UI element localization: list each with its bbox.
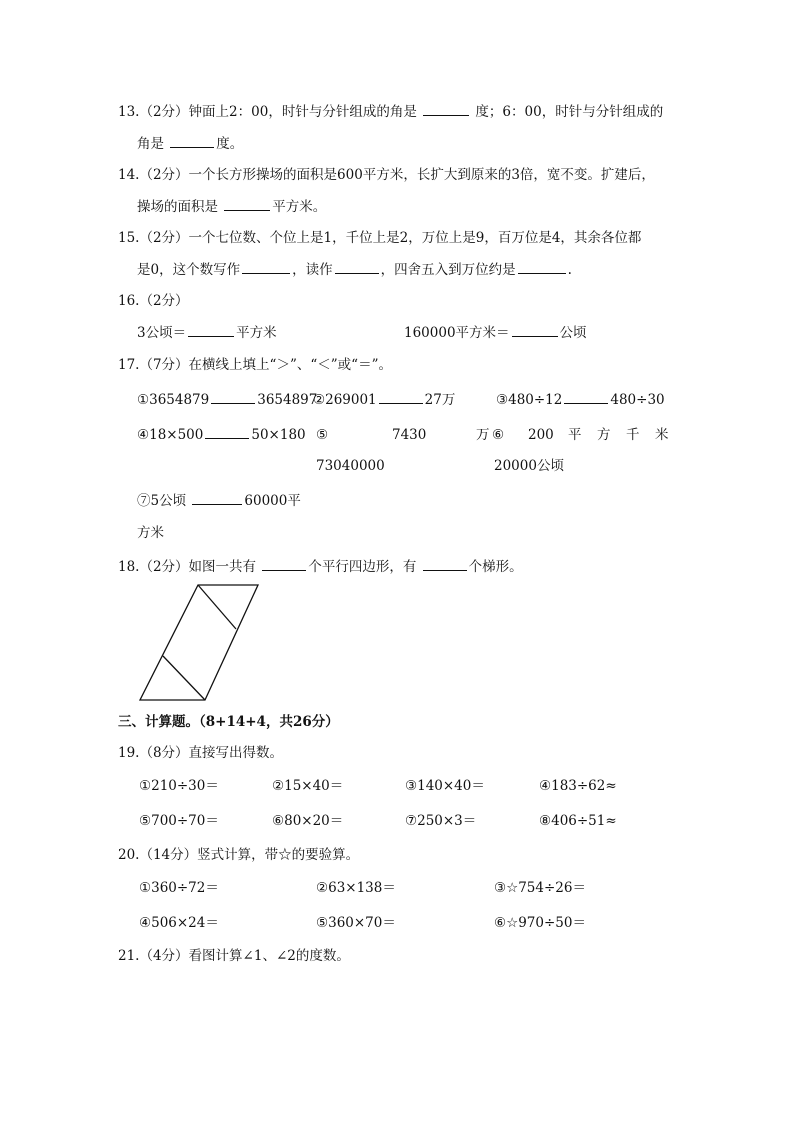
q17-item-7	[137, 492, 301, 510]
q13-blank-1[interactable]	[423, 103, 469, 116]
q17-item-5-marker: ⑤	[316, 427, 329, 443]
q15-text-c: ，读作	[292, 262, 333, 278]
q17-item-4	[137, 426, 306, 444]
q18-blank-2[interactable]	[423, 558, 467, 571]
q13-line2	[137, 135, 243, 153]
q17-item-7-left: ⑦5公顷	[137, 493, 187, 509]
q17-item-1-left: ①3654879	[137, 392, 210, 408]
q20-item: ⑤360×70＝	[316, 915, 396, 931]
q17-item-3-left: ③480÷12	[496, 392, 563, 408]
q14-text-a: 14.（2分）一个长方形操场的面积是600平方米，长扩大到原来的3倍，宽不变。扩建后，	[118, 167, 655, 183]
q20-item: ⑥☆970÷50＝	[494, 915, 586, 931]
q16-text-d: 公顷	[559, 325, 587, 341]
q19-item: ⑥80×20＝	[272, 813, 344, 829]
q14-text-b: 操场的面积是	[137, 199, 218, 215]
q13-text-d: 度。	[216, 136, 244, 152]
q17-item-6-unit-3: 千	[626, 427, 640, 443]
parallelogram-outline	[140, 585, 258, 700]
q17-item-2-left: ②269001	[313, 392, 377, 408]
q16-head: 16.（2分）	[118, 293, 189, 309]
q17-blank-7[interactable]	[192, 492, 242, 505]
q17-item-6-unit-1: 平	[568, 427, 582, 443]
q15-line1	[118, 229, 641, 247]
q17-item-3-right: 480÷30	[610, 392, 665, 408]
q17-item-1	[137, 391, 317, 409]
q13-line1	[118, 103, 663, 121]
q17-head: 17.（7分）在横线上填上“＞”、“＜”或“＝”。	[118, 357, 392, 373]
q18-line	[118, 558, 523, 576]
upper-diagonal-segment	[198, 585, 236, 629]
q14-text-c: 平方米。	[272, 199, 327, 215]
q19-item: ②15×40＝	[272, 778, 344, 794]
q17-item-2	[313, 391, 455, 409]
q17-item-6-left: 200	[528, 427, 554, 443]
q15-text-d: ，四舍五入到万位约是	[380, 262, 516, 278]
q17-blank-2[interactable]	[379, 391, 423, 404]
q17-item-4-left: ④18×500	[137, 427, 204, 443]
q19-item: ⑤700÷70＝	[139, 813, 219, 829]
q16-text-a: 3公顷＝	[137, 325, 187, 341]
q16-text-c: 160000平方米＝	[404, 325, 510, 341]
q20-item: ③☆754÷26＝	[494, 880, 586, 896]
q17-item-5-unit: 万	[476, 427, 490, 443]
q14-blank[interactable]	[224, 198, 270, 211]
q20-head: 20.（14分）竖式计算，带☆的要验算。	[118, 847, 360, 863]
q17-item-6-marker: ⑥	[492, 427, 505, 443]
q17-item-1-right: 3654897	[257, 392, 318, 408]
q15-text-b: 是0，这个数写作	[137, 262, 241, 278]
q19-item: ①210÷30＝	[139, 778, 219, 794]
q17-item-2-right: 27万	[424, 392, 456, 408]
q19-item: ③140×40＝	[405, 778, 485, 794]
q14-line1	[118, 166, 655, 184]
q17-item-6-right: 20000公顷	[494, 458, 564, 474]
q20-item: ①360÷72＝	[139, 880, 219, 896]
q17-item-3	[496, 391, 665, 409]
q19-item: ④183÷62≈	[539, 778, 617, 794]
section-3-title: 三、计算题。（8+14+4，共26分）	[118, 714, 339, 730]
q18-text-c: 个梯形。	[468, 559, 523, 575]
q16-text-b: 平方米	[236, 325, 277, 341]
q18-parallelogram-figure	[130, 580, 270, 704]
q16-item-2	[404, 324, 587, 342]
q17-item-5-right: 73040000	[316, 458, 385, 474]
q20-item: ④506×24＝	[139, 915, 219, 931]
q21-head: 21.（4分）看图计算∠1、∠2的度数。	[118, 948, 350, 964]
q17-blank-4[interactable]	[205, 426, 249, 439]
q13-text-c: 角是	[137, 136, 164, 152]
q17-item-7-cont: 方米	[137, 525, 164, 541]
q18-text-b: 个平行四边形，有	[308, 559, 417, 575]
q15-text-e: .	[567, 262, 572, 278]
q19-item: ⑧406÷51≈	[539, 813, 617, 829]
q17-item-7-right: 60000平	[244, 493, 301, 509]
q17-item-4-right: 50×180	[251, 427, 306, 443]
q17-blank-1[interactable]	[211, 391, 255, 404]
q18-text-a: 18.（2分）如图一共有	[118, 559, 257, 575]
q13-text-a: 13.（2分）钟面上2：00，时针与分针组成的角是	[118, 104, 417, 120]
q15-text-a: 15.（2分）一个七位数、个位上是1，千位上是2，万位上是9，百万位是4，其余各位都	[118, 230, 642, 246]
q17-item-5-left: 7430	[392, 427, 427, 443]
q13-blank-2[interactable]	[170, 135, 214, 148]
q15-blank-3[interactable]	[518, 261, 566, 274]
q15-blank-1[interactable]	[242, 261, 290, 274]
q18-blank-1[interactable]	[262, 558, 306, 571]
q20-item: ②63×138＝	[316, 880, 396, 896]
q16-blank-1[interactable]	[188, 324, 234, 337]
q16-blank-2[interactable]	[512, 324, 558, 337]
q14-line2	[137, 198, 326, 216]
lower-diagonal-segment	[163, 656, 205, 700]
q16-item-1	[137, 324, 277, 342]
q17-blank-3[interactable]	[564, 391, 608, 404]
q13-text-b: 度；6：00，时针与分针组成的	[475, 104, 664, 120]
q15-line2	[137, 261, 572, 279]
q17-item-6-unit-2: 方	[597, 427, 611, 443]
q19-head: 19.（8分）直接写出得数。	[118, 745, 284, 761]
q17-item-6-unit-4: 米	[655, 427, 669, 443]
q15-blank-2[interactable]	[335, 261, 379, 274]
q19-item: ⑦250×3＝	[405, 813, 477, 829]
